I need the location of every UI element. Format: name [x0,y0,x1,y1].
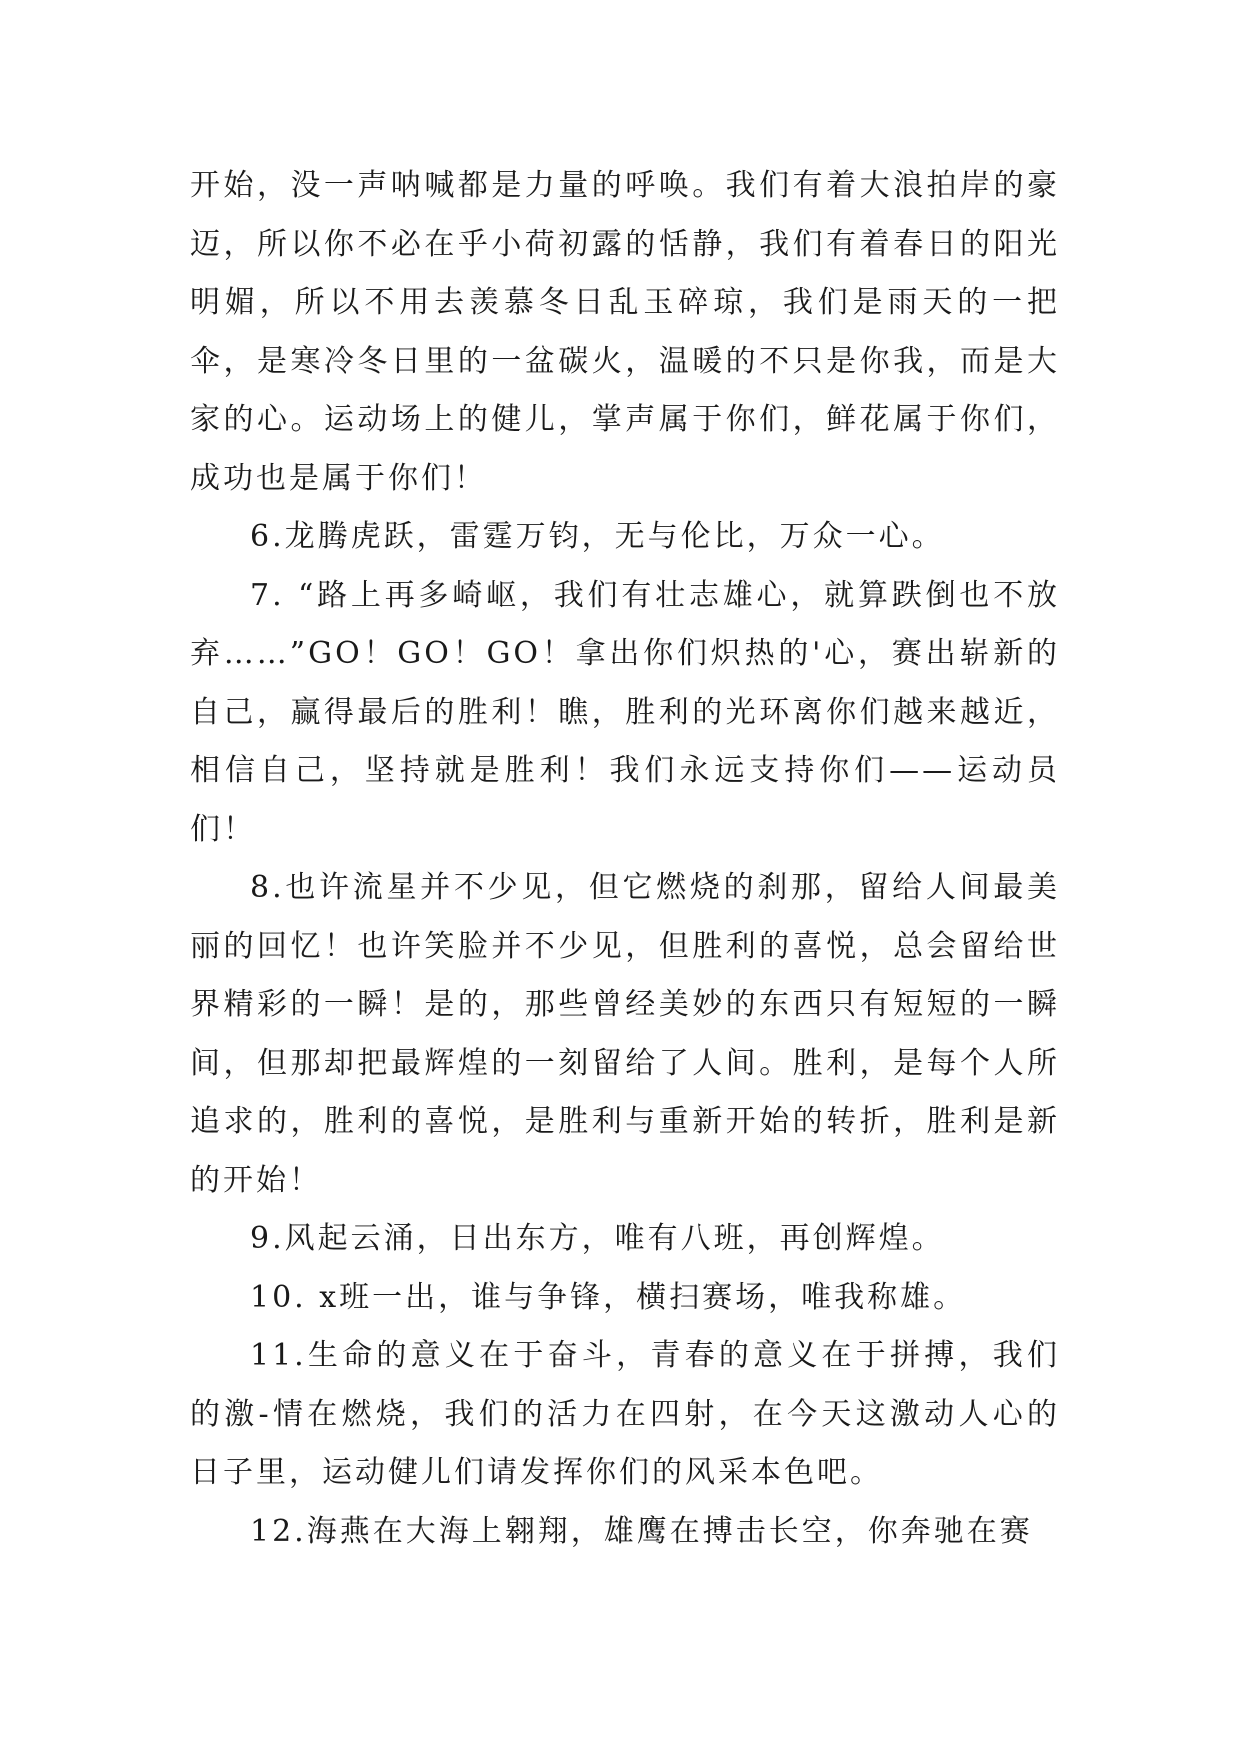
paragraph-item-7: 7. “路上再多崎岖，我们有壮志雄心，就算跌倒也不放弃……”GO！GO！GO！拿出你们炽热的'心，赛出崭新的自己，赢得最后的胜利！瞧，胜利的光环离你们越来越近，相信自己，坚持就是胜利！我们永远支持你们——运动员们！ [190,577,1060,847]
paragraph-item-10: 10. x班一出，谁与争锋，横扫赛场，唯我称雄。 [250,1279,967,1315]
paragraph-continued: 开始，没一声呐喊都是力量的呼唤。我们有着大浪拍岸的豪迈，所以你不必在乎小荷初露的恬静，我们有着春日的阳光明媚，所以不用去羡慕冬日乱玉碎琼，我们是雨天的一把伞，是寒冷冬日里的一盆碳火，温暖的不只是你我，而是大家的心。运动场上的健儿，掌声属于你们，鲜花属于你们，成功也是属于你们！ [190,168,1060,496]
paragraph-item-11: 11.生命的意义在于奋斗，青春的意义在于拼搏，我们的激-情在燃烧，我们的活力在四射，在今天这激动人心的日子里，运动健儿们请发挥你们的风采本色吧。 [190,1338,1060,1490]
paragraph-item-12: 12.海燕在大海上翱翔，雄鹰在搏击长空，你奔驰在赛 [250,1513,1033,1549]
paragraph-item-9: 9.风起云涌，日出东方，唯有八班，再创辉煌。 [250,1221,945,1256]
paragraph-item-6: 6.龙腾虎跃，雷霆万钧，无与伦比，万众一心。 [250,519,945,554]
paragraph-item-8: 8.也许流星并不少见，但它燃烧的刹那，留给人间最美丽的回忆！也许笑脸并不少见，但胜利的喜悦，总会留给世界精彩的一瞬！是的，那些曾经美妙的东西只有短短的一瞬间，但那却把最辉煌的一刻留给了人间。胜利，是每个人所追求的，胜利的喜悦，是胜利与重新开始的转折，胜利是新的开始！ [190,870,1060,1198]
document-body [190,157,1060,1561]
